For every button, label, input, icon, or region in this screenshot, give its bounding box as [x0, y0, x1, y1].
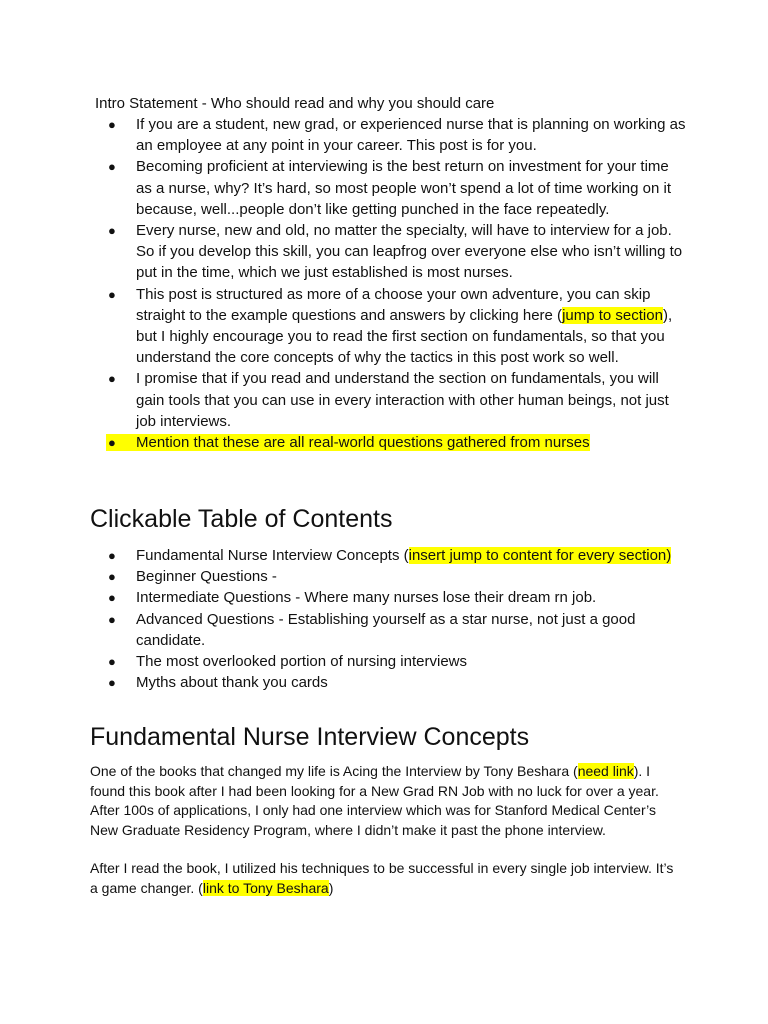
bullet-text-before: This post is structured as more of a choose your own adventure, you can skip straight to the example questions and answers by clicking here (	[136, 285, 651, 324]
bullet-text: Mention that these are all real-world questions gathered from nurses	[136, 434, 590, 452]
bullet-icon: ●	[108, 159, 116, 175]
paragraph-text: )	[328, 879, 334, 896]
intro-bullet-list	[106, 114, 686, 453]
highlighted-bullet	[106, 434, 590, 451]
need-link-highlight[interactable]: need link	[577, 763, 634, 779]
bullet-text: Becoming proficient at interviewing is the best return on investment for your time as a nurse, why? It’s hard, so most people won’t spend a lot of time working on it because, well...people don’t like getting punched in the face repeatedly.	[136, 158, 672, 218]
fundamentals-paragraph-1	[90, 762, 680, 840]
toc-item-beginner[interactable]	[106, 566, 686, 587]
toc-list	[106, 545, 686, 693]
toc-heading: Clickable Table of Contents	[90, 505, 393, 533]
toc-item-myths[interactable]	[106, 672, 686, 693]
fundamentals-heading: Fundamental Nurse Interview Concepts	[90, 723, 530, 751]
paragraph-text: One of the books that changed my life is Acing the Interview by Tony Beshara (	[90, 763, 578, 779]
toc-item-overlooked[interactable]	[106, 651, 686, 672]
bullet-icon: ●	[108, 675, 116, 691]
toc-item-intermediate[interactable]	[106, 587, 686, 608]
paragraph-text: After I read the book, I utilized his techniques to be successful in every single job interview. It’s a game changer. (	[90, 860, 674, 896]
list-item	[106, 220, 686, 284]
list-item	[106, 284, 686, 369]
list-item	[106, 368, 686, 432]
bullet-icon: ●	[108, 286, 116, 302]
bullet-icon: ●	[108, 435, 116, 451]
toc-item-fundamentals[interactable]	[106, 545, 686, 566]
toc-item-text: Intermediate Questions - Where many nurses lose their dream rn job.	[136, 589, 597, 607]
bullet-text: Every nurse, new and old, no matter the specialty, will have to interview for a job. So if you develop this skill, you can leapfrog over everyone else who isn’t willing to put in the time, which we just established is most nurses.	[136, 222, 683, 282]
list-item-highlighted	[106, 432, 686, 453]
intro-title: Intro Statement - Who should read and why you should care	[95, 95, 495, 112]
toc-item-highlight: insert jump to content for every section)	[408, 547, 672, 564]
bullet-text: I promise that if you read and understand the section on fundamentals, you will gain tools that you can use in every interaction with other human beings, not just job interviews.	[136, 370, 669, 430]
list-item	[106, 156, 686, 220]
list-item	[106, 114, 686, 156]
bullet-icon: ●	[108, 548, 116, 563]
toc-item-text: Fundamental Nurse Interview Concepts (	[136, 547, 409, 564]
bullet-icon: ●	[108, 371, 116, 387]
fundamentals-paragraph-2	[90, 859, 680, 898]
bullet-icon: ●	[108, 611, 116, 627]
tony-beshara-link[interactable]: link to Tony Beshara	[202, 879, 329, 896]
bullet-icon: ●	[108, 569, 116, 585]
toc-item-advanced[interactable]	[106, 609, 686, 651]
paragraph-text: ). I found this book after I had been looking for a New Grad RN Job with no luck for over a year. After 100s of applications, I only had one interview which was for Stanford Medical Center’s New Graduate Residency Program, where I didn’t make it past the phone interview.	[90, 763, 659, 838]
toc-item-text: The most overlooked portion of nursing interviews	[136, 653, 467, 671]
toc-item-text: Beginner Questions -	[136, 568, 277, 586]
bullet-icon: ●	[108, 654, 116, 670]
bullet-icon: ●	[108, 223, 116, 239]
bullet-text-after: ), but I highly encourage you to read the first section on fundamentals, so that you understand the core concepts of why the tactics in this post work so well.	[136, 306, 673, 367]
toc-item-text: Myths about thank you cards	[136, 674, 328, 692]
toc-item-text: Advanced Questions - Establishing yourself as a star nurse, not just a good candidate.	[136, 610, 636, 649]
jump-to-section-link[interactable]: jump to section	[562, 306, 663, 324]
bullet-icon: ●	[108, 590, 116, 606]
bullet-icon: ●	[108, 117, 116, 132]
bullet-text: If you are a student, new grad, or experienced nurse that is planning on working as an employee at any point in your career. This post is for you.	[136, 116, 686, 155]
